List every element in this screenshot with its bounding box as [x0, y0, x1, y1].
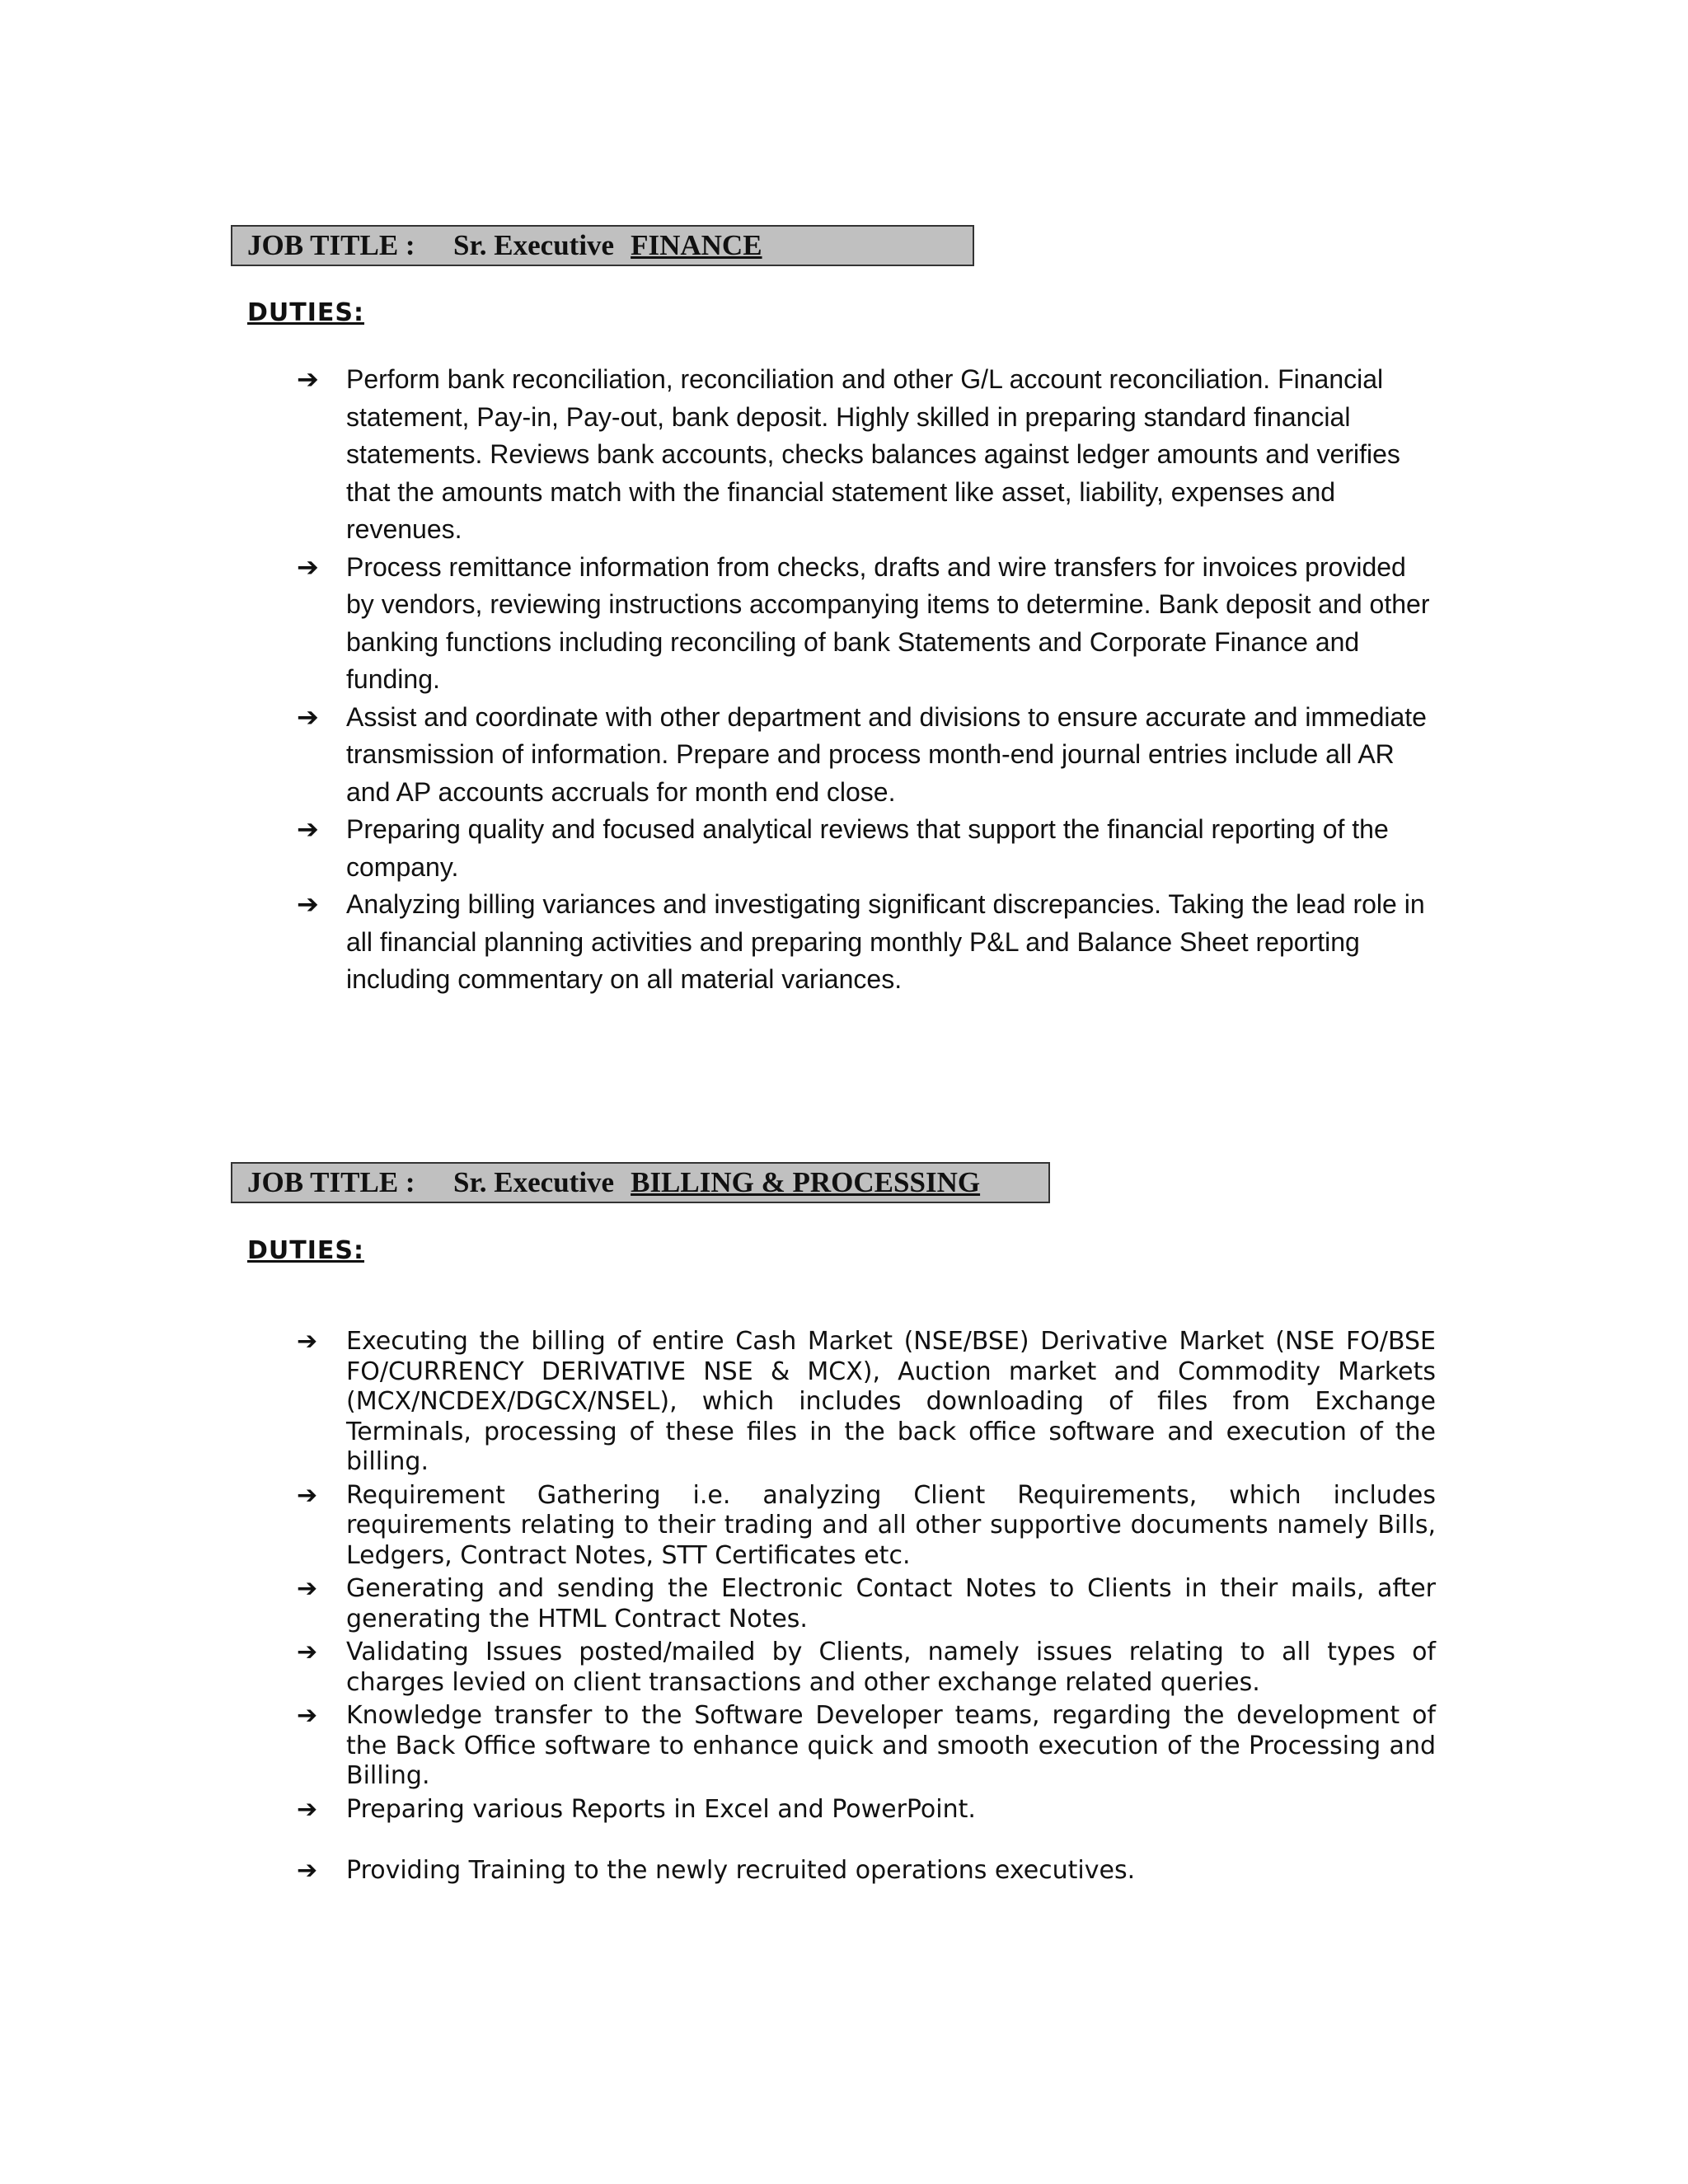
list-item — [0, 1574, 1436, 1634]
arrow-right-icon: ➔ — [297, 363, 319, 395]
job-title-box — [231, 225, 974, 266]
arrow-right-icon: ➔ — [297, 1638, 318, 1666]
duty-text: Preparing various Reports in Excel and PowerPoint. — [346, 1794, 976, 1824]
arrow-right-icon: ➔ — [297, 551, 319, 583]
duties-list — [0, 1327, 1436, 1890]
job-title-box — [231, 1162, 1050, 1203]
duties-heading: DUTIES: — [247, 1236, 364, 1265]
list-item — [0, 811, 1436, 886]
job-title-label: JOB TITLE : — [247, 1166, 415, 1198]
list-item — [0, 1481, 1436, 1572]
arrow-right-icon: ➔ — [297, 1327, 318, 1356]
job-title-role: Sr. Executive — [453, 1166, 615, 1198]
duty-text: Preparing quality and focused analytical reviews that support the financial reporting of the company. — [346, 814, 1389, 882]
job-title-department: FINANCE — [631, 229, 762, 261]
list-item — [0, 1638, 1436, 1698]
job-title-label: JOB TITLE : — [247, 229, 415, 261]
duty-text: Generating and sending the Electronic Contact Notes to Clients in their mails, after generating the HTML Contract Notes. — [346, 1574, 1436, 1633]
duty-text: Executing the billing of entire Cash Market (NSE/BSE) Derivative Market (NSE FO/BSE FO/CURRENCY DERIVATIVE NSE & MCX), Auction market and Commodity Markets (MCX/NCDEX/DGCX/NSEL), which includes downloading of files from Exchange Terminals, processing of these files in the back office software and execution of the billing. — [346, 1327, 1436, 1476]
duty-text: Perform bank reconciliation, reconciliation and other G/L account reconciliation. Financial statement, Pay-in, Pay-out, bank deposit. Highly skilled in preparing standard financial statements. Reviews bank accounts, checks balances against ledger amounts and verifies that the amounts match with the financial statement like asset, liability, expenses and revenues. — [346, 364, 1400, 544]
duty-text: Providing Training to the newly recruited operations executives. — [346, 1856, 1136, 1885]
arrow-right-icon: ➔ — [297, 701, 319, 733]
duty-text: Analyzing billing variances and investigating significant discrepancies. Taking the lead role in all financial planning activities and preparing monthly P&L and Balance Sheet reporting including commentary on all material variances. — [346, 889, 1425, 994]
list-item — [0, 549, 1436, 699]
arrow-right-icon: ➔ — [297, 888, 319, 920]
arrow-right-icon: ➔ — [297, 813, 319, 845]
list-item — [0, 1856, 1436, 1886]
arrow-right-icon: ➔ — [297, 1794, 318, 1824]
duty-text: Validating Issues posted/mailed by Clients, namely issues relating to all types of charges levied on client transactions and other exchange related queries. — [346, 1638, 1436, 1697]
arrow-right-icon: ➔ — [297, 1480, 318, 1510]
arrow-right-icon: ➔ — [297, 1574, 318, 1603]
list-item — [0, 1327, 1436, 1478]
arrow-right-icon: ➔ — [297, 1856, 318, 1885]
duty-text: Knowledge transfer to the Software Developer teams, regarding the development of the Back Office software to enhance quick and smooth execution of the Processing and Billing. — [346, 1701, 1436, 1790]
list-item — [0, 1795, 1436, 1825]
job-title-department: BILLING & PROCESSING — [631, 1166, 981, 1198]
list-item — [0, 1701, 1436, 1792]
job-title-role: Sr. Executive — [453, 229, 615, 261]
list-item — [0, 361, 1436, 549]
list-item — [0, 699, 1436, 812]
duties-list — [0, 361, 1436, 999]
duty-text: Assist and coordinate with other department and divisions to ensure accurate and immediate transmission of information. Prepare and process month-end journal entries include all AR and AP accounts accruals for month end close. — [346, 701, 1427, 807]
duty-text: Requirement Gathering i.e. analyzing Client Requirements, which includes requirements relating to their trading and all other supportive documents namely Bills, Ledgers, Contract Notes, STT Certificates etc. — [346, 1480, 1436, 1570]
list-item — [0, 886, 1436, 999]
duty-text: Process remittance information from checks, drafts and wire transfers for invoices provided by vendors, reviewing instructions accompanying items to determine. Bank deposit and other banking functions including reconciling of bank Statements and Corporate Finance and funding. — [346, 551, 1430, 694]
duties-heading: DUTIES: — [247, 298, 364, 327]
arrow-right-icon: ➔ — [297, 1701, 318, 1730]
